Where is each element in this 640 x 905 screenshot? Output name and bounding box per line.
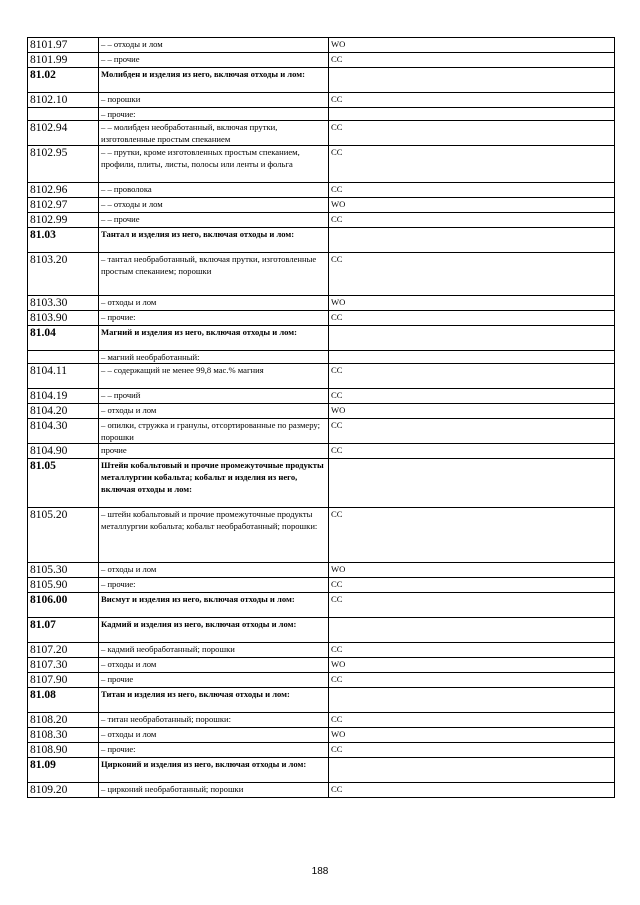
code-class-cell: [329, 688, 615, 713]
description-cell: – тантал необработанный, включая прутки, изготовленные простым спеканием; порошки: [99, 253, 329, 296]
heading-row: [28, 459, 615, 508]
heading-row: [28, 228, 615, 253]
code-cell: 8103.20: [28, 253, 99, 296]
description-cell: – кадмий необработанный; порошки: [99, 643, 329, 658]
table-row: [28, 121, 615, 146]
description-cell: – – прочий: [99, 389, 329, 404]
table-row: [28, 713, 615, 728]
code-class-cell: CC: [329, 419, 615, 444]
description-cell: – – содержащий не менее 99,8 мас.% магния: [99, 364, 329, 389]
code-cell: 8106.00: [28, 593, 99, 618]
code-class-cell: CC: [329, 53, 615, 68]
code-cell: 81.03: [28, 228, 99, 253]
description-cell: Висмут и изделия из него, включая отходы и лом:: [99, 593, 329, 618]
code-class-cell: CC: [329, 253, 615, 296]
heading-row: [28, 68, 615, 93]
code-class-cell: CC: [329, 673, 615, 688]
description-cell: – – проволока: [99, 183, 329, 198]
code-cell: 8103.90: [28, 311, 99, 326]
tariff-table: [27, 37, 615, 798]
code-cell: 8102.95: [28, 146, 99, 183]
code-class-cell: CC: [329, 93, 615, 108]
code-cell: 81.05: [28, 459, 99, 508]
code-class-cell: [329, 618, 615, 643]
description-cell: – – прутки, кроме изготовленных простым спеканием, профили, плиты, листы, полосы или ленты и фольга: [99, 146, 329, 183]
code-cell: 8108.90: [28, 743, 99, 758]
description-cell: – титан необработанный; порошки:: [99, 713, 329, 728]
table-row: [28, 419, 615, 444]
code-class-cell: [329, 228, 615, 253]
code-cell: 8107.30: [28, 658, 99, 673]
table-row: [28, 296, 615, 311]
code-cell: 8109.20: [28, 783, 99, 798]
description-cell: – штейн кобальтовый и прочие промежуточные продукты металлургии кобальта; кобальт необработанный; порошки:: [99, 508, 329, 563]
description-cell: Штейн кобальтовый и прочие промежуточные продукты металлургии кобальта; кобальт и изделия из него, включая отходы и лом:: [99, 459, 329, 508]
description-cell: – порошки: [99, 93, 329, 108]
code-class-cell: WO: [329, 658, 615, 673]
code-cell: 8105.90: [28, 578, 99, 593]
heading-row: [28, 618, 615, 643]
code-cell: 8104.90: [28, 444, 99, 459]
table-row: [28, 351, 615, 364]
heading-row: [28, 326, 615, 351]
code-cell: 8107.90: [28, 673, 99, 688]
description-cell: – прочие:: [99, 311, 329, 326]
code-class-cell: [329, 326, 615, 351]
heading-row: [28, 688, 615, 713]
heading-row: [28, 758, 615, 783]
description-cell: – прочие:: [99, 743, 329, 758]
table-row: [28, 404, 615, 419]
table-row: [28, 643, 615, 658]
code-cell: 8104.20: [28, 404, 99, 419]
description-cell: – отходы и лом: [99, 728, 329, 743]
code-class-cell: CC: [329, 364, 615, 389]
description-cell: Титан и изделия из него, включая отходы и лом:: [99, 688, 329, 713]
table-row: [28, 728, 615, 743]
code-cell: 8102.99: [28, 213, 99, 228]
description-cell: – – молибден необработанный, включая прутки, изготовленные простым спеканием: [99, 121, 329, 146]
description-cell: – прочие: [99, 673, 329, 688]
description-cell: – прочие:: [99, 578, 329, 593]
code-class-cell: CC: [329, 311, 615, 326]
code-class-cell: CC: [329, 593, 615, 618]
code-cell: 8101.97: [28, 38, 99, 53]
description-cell: – отходы и лом: [99, 658, 329, 673]
page-number: 188: [311, 866, 329, 877]
table-row: [28, 389, 615, 404]
code-class-cell: WO: [329, 728, 615, 743]
code-cell: 8108.30: [28, 728, 99, 743]
code-class-cell: CC: [329, 444, 615, 459]
code-cell: 8107.20: [28, 643, 99, 658]
code-cell: [28, 351, 99, 364]
code-cell: 8104.11: [28, 364, 99, 389]
code-cell: 8101.99: [28, 53, 99, 68]
code-cell: 8104.19: [28, 389, 99, 404]
code-cell: 8108.20: [28, 713, 99, 728]
table-row: [28, 364, 615, 389]
code-cell: 8104.30: [28, 419, 99, 444]
table-row: [28, 743, 615, 758]
code-class-cell: [329, 351, 615, 364]
description-cell: Кадмий и изделия из него, включая отходы и лом:: [99, 618, 329, 643]
table-row: [28, 658, 615, 673]
code-class-cell: CC: [329, 783, 615, 798]
table-row: [28, 783, 615, 798]
code-cell: 81.07: [28, 618, 99, 643]
code-cell: 8102.97: [28, 198, 99, 213]
code-cell: 8102.96: [28, 183, 99, 198]
table-row: [28, 311, 615, 326]
description-cell: Цирконий и изделия из него, включая отходы и лом:: [99, 758, 329, 783]
code-class-cell: [329, 108, 615, 121]
description-cell: – отходы и лом: [99, 296, 329, 311]
description-cell: – – прочие: [99, 53, 329, 68]
description-cell: – – отходы и лом: [99, 198, 329, 213]
code-class-cell: WO: [329, 198, 615, 213]
table-row: [28, 53, 615, 68]
table-row: [28, 673, 615, 688]
heading-row: [28, 593, 615, 618]
code-cell: 8105.20: [28, 508, 99, 563]
tariff-table-body: [28, 38, 615, 798]
code-class-cell: [329, 758, 615, 783]
code-class-cell: WO: [329, 563, 615, 578]
code-class-cell: WO: [329, 38, 615, 53]
code-cell: 81.09: [28, 758, 99, 783]
code-cell: 8102.94: [28, 121, 99, 146]
code-class-cell: CC: [329, 508, 615, 563]
description-cell: – магний необработанный:: [99, 351, 329, 364]
description-cell: – отходы и лом: [99, 404, 329, 419]
table-row: [28, 146, 615, 183]
code-cell: [28, 108, 99, 121]
code-class-cell: WO: [329, 404, 615, 419]
description-cell: – прочие:: [99, 108, 329, 121]
table-row: [28, 93, 615, 108]
description-cell: Магний и изделия из него, включая отходы и лом:: [99, 326, 329, 351]
code-cell: 8102.10: [28, 93, 99, 108]
table-row: [28, 38, 615, 53]
table-row: [28, 213, 615, 228]
table-row: [28, 508, 615, 563]
table-row: [28, 253, 615, 296]
code-class-cell: [329, 68, 615, 93]
description-cell: – – прочие: [99, 213, 329, 228]
table-row: [28, 108, 615, 121]
code-class-cell: CC: [329, 146, 615, 183]
description-cell: прочие: [99, 444, 329, 459]
code-class-cell: CC: [329, 121, 615, 146]
description-cell: Молибден и изделия из него, включая отходы и лом:: [99, 68, 329, 93]
code-class-cell: [329, 459, 615, 508]
description-cell: – цирконий необработанный; порошки: [99, 783, 329, 798]
code-class-cell: CC: [329, 183, 615, 198]
code-cell: 8105.30: [28, 563, 99, 578]
description-cell: Тантал и изделия из него, включая отходы и лом:: [99, 228, 329, 253]
table-row: [28, 563, 615, 578]
table-row: [28, 198, 615, 213]
description-cell: – отходы и лом: [99, 563, 329, 578]
code-cell: 81.02: [28, 68, 99, 93]
description-cell: – опилки, стружка и гранулы, отсортированные по размеру; порошки: [99, 419, 329, 444]
code-cell: 8103.30: [28, 296, 99, 311]
code-class-cell: CC: [329, 643, 615, 658]
code-class-cell: CC: [329, 743, 615, 758]
code-class-cell: WO: [329, 296, 615, 311]
description-cell: – – отходы и лом: [99, 38, 329, 53]
code-class-cell: CC: [329, 578, 615, 593]
table-row: [28, 578, 615, 593]
code-class-cell: CC: [329, 713, 615, 728]
code-class-cell: CC: [329, 389, 615, 404]
table-row: [28, 183, 615, 198]
code-cell: 81.04: [28, 326, 99, 351]
code-cell: 81.08: [28, 688, 99, 713]
code-class-cell: CC: [329, 213, 615, 228]
table-row: [28, 444, 615, 459]
